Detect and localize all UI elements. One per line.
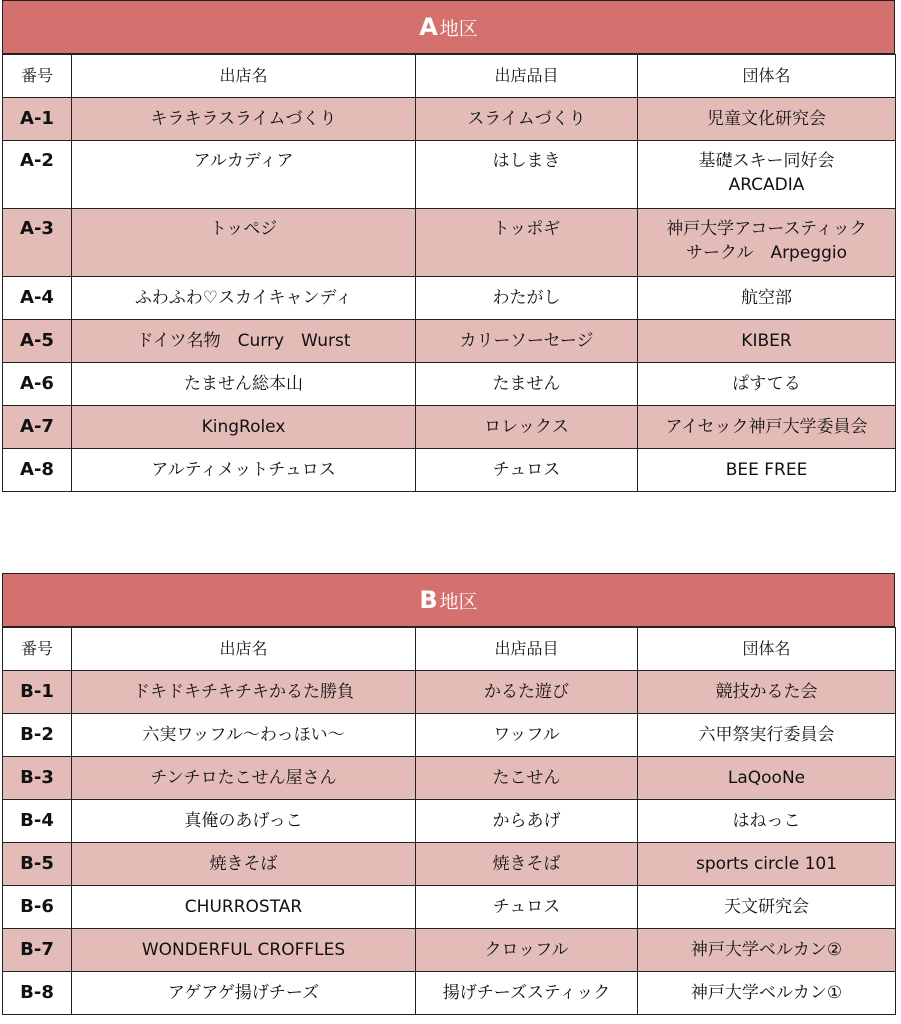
- row-shop: アルカディア: [72, 141, 416, 209]
- table-row: [3, 800, 896, 843]
- row-id: A-6: [3, 363, 72, 406]
- district-b-suffix: 地区: [439, 590, 478, 613]
- row-shop: 真俺のあげっこ: [72, 800, 416, 843]
- row-item: 揚げチーズスティック: [416, 972, 638, 1015]
- row-item: トッポギ: [416, 209, 638, 277]
- district-b-header: [2, 573, 895, 627]
- district-a-section: [2, 0, 895, 492]
- district-b-section: [2, 573, 895, 1015]
- row-id: B-8: [3, 972, 72, 1015]
- row-id: A-7: [3, 406, 72, 449]
- row-group: ぱすてる: [638, 363, 896, 406]
- row-id: B-7: [3, 929, 72, 972]
- row-group: 神戸大学ベルカン②: [638, 929, 896, 972]
- table-row: [3, 886, 896, 929]
- table-row: [3, 141, 896, 209]
- col-shop: 出店名: [72, 628, 416, 671]
- row-id: B-5: [3, 843, 72, 886]
- district-b-letter: B: [419, 586, 438, 614]
- row-group: BEE FREE: [638, 449, 896, 492]
- row-item: ロレックス: [416, 406, 638, 449]
- row-item: からあげ: [416, 800, 638, 843]
- row-shop: CHURROSTAR: [72, 886, 416, 929]
- row-item: かるた遊び: [416, 671, 638, 714]
- row-group: 児童文化研究会: [638, 98, 896, 141]
- col-item: 出店品目: [416, 628, 638, 671]
- row-shop: WONDERFUL CROFFLES: [72, 929, 416, 972]
- row-shop: ドキドキチキチキかるた勝負: [72, 671, 416, 714]
- row-group: 競技かるた会: [638, 671, 896, 714]
- row-shop: アゲアゲ揚げチーズ: [72, 972, 416, 1015]
- table-row: [3, 449, 896, 492]
- row-id: A-2: [3, 141, 72, 209]
- col-number: 番号: [3, 628, 72, 671]
- row-shop: たません総本山: [72, 363, 416, 406]
- col-group: 団体名: [638, 55, 896, 98]
- column-header-row: [3, 628, 896, 671]
- row-item: チュロス: [416, 449, 638, 492]
- col-item: 出店品目: [416, 55, 638, 98]
- row-group: 神戸大学ベルカン①: [638, 972, 896, 1015]
- row-shop: KingRolex: [72, 406, 416, 449]
- row-shop: トッペジ: [72, 209, 416, 277]
- table-row: [3, 406, 896, 449]
- row-id: A-5: [3, 320, 72, 363]
- row-group: アイセック神戸大学委員会: [638, 406, 896, 449]
- table-row: [3, 757, 896, 800]
- row-group: 天文研究会: [638, 886, 896, 929]
- row-shop: 焼きそば: [72, 843, 416, 886]
- row-group-line2: ARCADIA: [728, 175, 805, 195]
- district-a-letter: A: [419, 13, 438, 41]
- row-id: A-1: [3, 98, 72, 141]
- row-group-line1: 基礎スキー同好会: [698, 151, 835, 171]
- row-item: ワッフル: [416, 714, 638, 757]
- row-id: B-3: [3, 757, 72, 800]
- row-id: B-2: [3, 714, 72, 757]
- table-row: [3, 714, 896, 757]
- row-id: A-8: [3, 449, 72, 492]
- district-a-header: [2, 0, 895, 54]
- row-id: A-4: [3, 277, 72, 320]
- row-group: [638, 141, 896, 209]
- row-item: クロッフル: [416, 929, 638, 972]
- row-group: [638, 209, 896, 277]
- column-header-row: [3, 55, 896, 98]
- row-item: スライムづくり: [416, 98, 638, 141]
- row-id: A-3: [3, 209, 72, 277]
- row-item: わたがし: [416, 277, 638, 320]
- table-row: [3, 843, 896, 886]
- row-shop: 六実ワッフル～わっほい～: [72, 714, 416, 757]
- row-group: LaQooNe: [638, 757, 896, 800]
- row-group-line1: 神戸大学アコースティック: [666, 219, 867, 239]
- table-row: [3, 277, 896, 320]
- table-row: [3, 320, 896, 363]
- table-row: [3, 209, 896, 277]
- row-item: カリーソーセージ: [416, 320, 638, 363]
- row-shop: アルティメットチュロス: [72, 449, 416, 492]
- col-number: 番号: [3, 55, 72, 98]
- row-group: sports circle 101: [638, 843, 896, 886]
- table-row: [3, 929, 896, 972]
- row-shop: キラキラスライムづくり: [72, 98, 416, 141]
- row-item: チュロス: [416, 886, 638, 929]
- row-item: たこせん: [416, 757, 638, 800]
- row-id: B-1: [3, 671, 72, 714]
- table-row: [3, 972, 896, 1015]
- col-group: 団体名: [638, 628, 896, 671]
- district-a-suffix: 地区: [439, 17, 478, 40]
- row-item: 焼きそば: [416, 843, 638, 886]
- row-item: たません: [416, 363, 638, 406]
- row-group: 六甲祭実行委員会: [638, 714, 896, 757]
- row-group: KIBER: [638, 320, 896, 363]
- row-group-line2: サークル Arpeggio: [685, 243, 848, 263]
- table-row: [3, 98, 896, 141]
- row-id: B-6: [3, 886, 72, 929]
- district-a-table: [2, 54, 896, 492]
- row-group: 航空部: [638, 277, 896, 320]
- row-item: はしまき: [416, 141, 638, 209]
- row-id: B-4: [3, 800, 72, 843]
- table-row: [3, 671, 896, 714]
- row-shop: チンチロたこせん屋さん: [72, 757, 416, 800]
- district-b-table: [2, 627, 896, 1015]
- table-row: [3, 363, 896, 406]
- row-shop: ドイツ名物 Curry Wurst: [72, 320, 416, 363]
- row-shop: ふわふわ♡スカイキャンディ: [72, 277, 416, 320]
- row-group: はねっこ: [638, 800, 896, 843]
- col-shop: 出店名: [72, 55, 416, 98]
